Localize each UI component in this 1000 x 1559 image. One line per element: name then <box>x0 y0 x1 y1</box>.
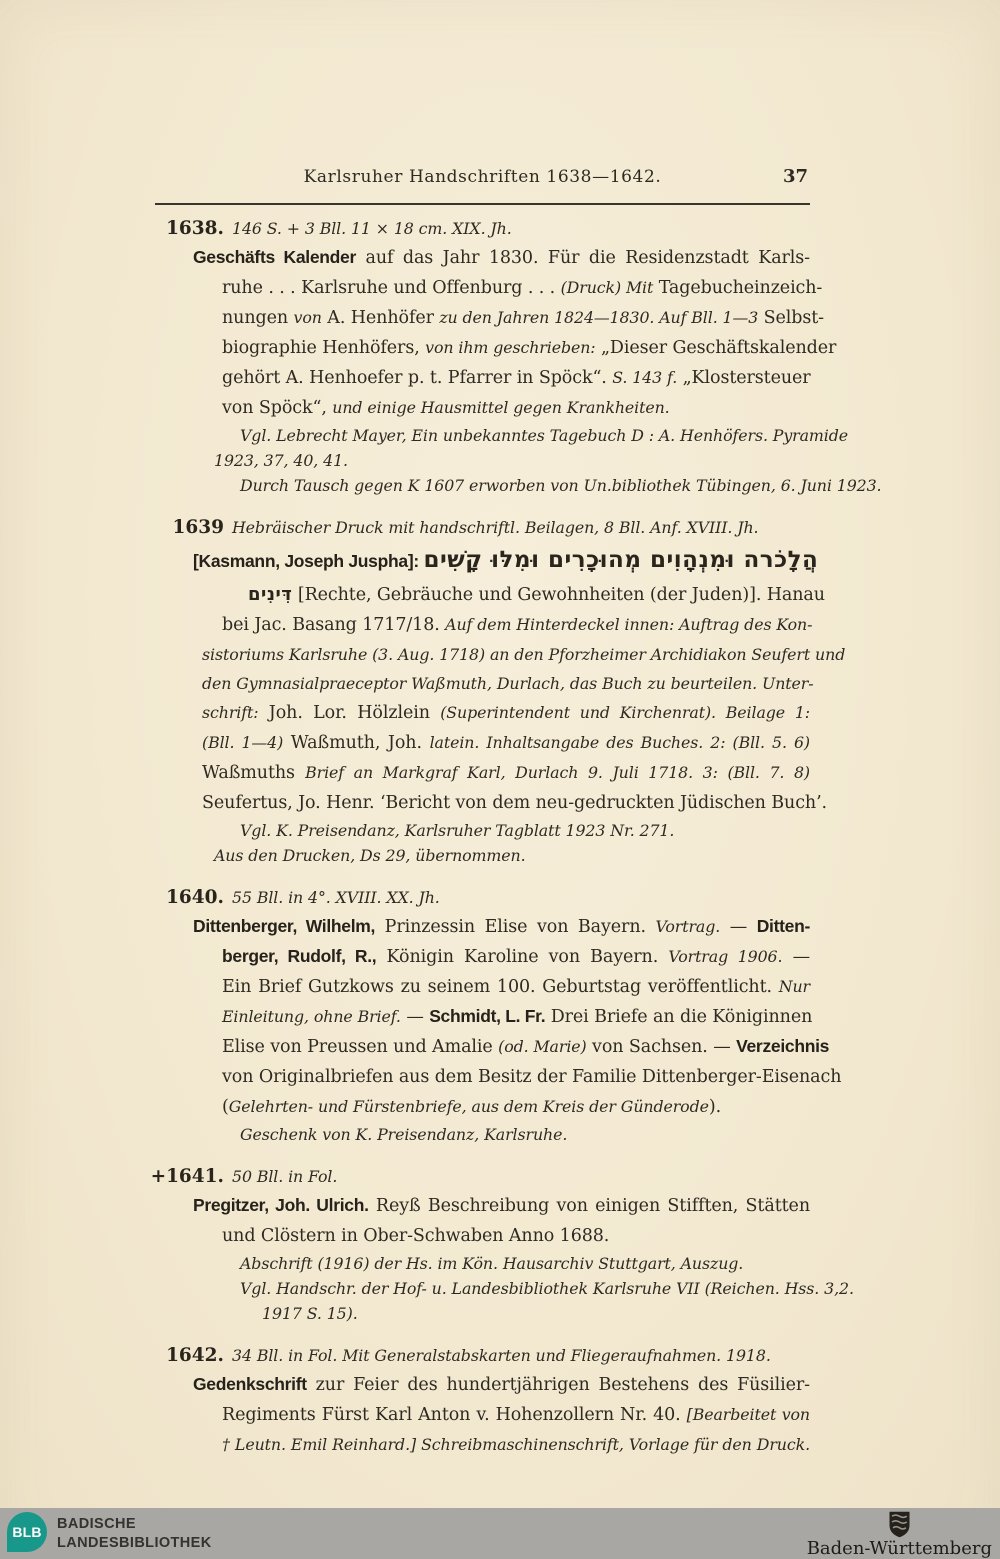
blb-logo-text: BLB <box>12 1524 42 1540</box>
text-segment: von Sachsen. — <box>586 1037 737 1057</box>
text-segment: Waßmuth, Joh. <box>283 733 430 753</box>
entry-line <box>222 1062 842 1092</box>
entry-line <box>202 788 828 818</box>
text-segment: Seufertus, Jo. Henr. ‘Bericht von dem neu-gedruckten Jüdischen Buch’. <box>202 793 828 813</box>
library-name-line1: BADISCHE <box>57 1516 136 1532</box>
text-segment: berger, Rudolf, R., <box>222 946 377 966</box>
text-segment: — <box>720 917 757 937</box>
entry-line <box>202 758 810 788</box>
entry-number: 1638. <box>166 218 224 239</box>
text-segment: Vgl. Handschr. der Hof- u. Landesbibliothek Karlsruhe VII (Reichen. Hss. 3,2. <box>240 1279 854 1298</box>
text-segment: — <box>782 947 810 967</box>
text-segment: von Originalbriefen aus dem Besitz der Familie Dittenberger-Eisenach <box>222 1067 842 1087</box>
text-segment: Ein Brief Gutzkows zu seinem 100. Geburtstag veröffentlicht. <box>222 977 779 997</box>
entry-line <box>232 883 810 912</box>
entry-number: +1641. <box>150 1166 224 1187</box>
hebrew-text: דִּינִים <box>248 584 293 605</box>
entry-line <box>240 423 849 448</box>
text-segment: Vgl. K. Preisendanz, Karlsruher Tagblatt 1923 Nr. 271. <box>240 821 675 840</box>
text-segment: Abschrift (1916) der Hs. im Kön. Hausarchiv Stuttgart, Auszug. <box>240 1254 744 1273</box>
entry-number: 1640. <box>166 887 224 908</box>
text-segment: Hebräischer Druck mit handschriftl. Beilagen, 8 Bll. Anf. XVIII. Jh. <box>232 518 759 537</box>
entry-line <box>202 698 810 728</box>
library-name <box>57 1515 212 1553</box>
state-name: Baden-Württemberg <box>806 1538 992 1559</box>
library-name-line2: LANDESBIBLIOTHEK <box>57 1535 212 1551</box>
text-segment: auf das Jahr 1830. Für die Residenzstadt Karls- <box>356 248 810 268</box>
entry-line <box>240 1122 810 1147</box>
text-segment: Tagebucheinzeich- <box>653 278 823 298</box>
catalog-entry <box>0 1162 1000 1326</box>
entry-line <box>240 818 810 843</box>
page-number: 37 <box>782 166 808 187</box>
text-segment: Durch Tausch gegen K 1607 erworben von Un.bibliothek Tübingen, 6. Juni 1923. <box>240 476 882 495</box>
text-segment: „Klostersteuer <box>677 368 811 388</box>
entry-line <box>214 843 810 868</box>
text-segment: [Rechte, Gebräuche und Gewohnheiten (der Juden)]. Hanau <box>292 585 825 605</box>
text-segment: (Druck) Mit <box>560 278 654 297</box>
entry-line <box>232 214 810 243</box>
blb-logo <box>7 1512 47 1552</box>
entry-line <box>232 513 810 542</box>
entry-line <box>222 1400 810 1430</box>
catalog-entry <box>0 883 1000 1147</box>
text-segment: biographie Henhöfers, <box>222 338 426 358</box>
entry-line <box>193 542 819 580</box>
entry-line <box>202 640 846 669</box>
text-segment: 50 Bll. in Fol. <box>232 1167 338 1186</box>
text-segment: Elise von Preussen und Amalie <box>222 1037 499 1057</box>
text-segment: Drei Briefe an die Königinnen <box>545 1007 813 1027</box>
text-segment: ruhe . . . Karlsruhe und Offenburg . . . <box>222 278 561 298</box>
text-segment: 1923, 37, 40, 41. <box>214 451 348 470</box>
entry-line <box>222 942 810 972</box>
entry-number: 1639 <box>172 517 224 538</box>
entry-line <box>222 363 810 393</box>
text-segment: Schmidt, L. Fr. <box>429 1006 546 1026</box>
text-segment: Selbst- <box>758 308 824 328</box>
text-segment: von ihm geschrieben: <box>425 338 596 357</box>
text-segment: ( <box>222 1097 229 1117</box>
text-segment: A. Henhöfer <box>321 308 440 328</box>
text-segment: † Leutn. Emil Reinhard.] Schreibmaschinenschrift, Vorlage für den Druck. <box>222 1435 810 1454</box>
text-segment: Vortrag. <box>655 917 721 936</box>
header-rule <box>155 203 810 205</box>
entry-line <box>222 273 823 303</box>
text-segment: von <box>293 308 322 327</box>
catalog-entries <box>0 214 1000 1474</box>
text-segment: 146 S. + 3 Bll. 11 × 18 cm. XIX. Jh. <box>232 219 512 238</box>
text-segment: (Bll. 1—4) <box>202 733 284 752</box>
catalog-entry <box>0 513 1000 868</box>
text-segment: Ditten- <box>756 916 811 936</box>
text-segment: Aus den Drucken, Ds 29, übernommen. <box>214 846 526 865</box>
text-segment: Waßmuths <box>202 763 306 783</box>
text-segment: S. 143 f. <box>612 368 678 387</box>
text-segment: Vgl. Lebrecht Mayer, Ein unbekanntes Tagebuch D : A. Henhöfers. Pyramide <box>240 426 849 445</box>
entry-line <box>202 669 814 698</box>
text-segment: Regiments Fürst Karl Anton v. Hohenzollern Nr. 40. <box>222 1405 687 1425</box>
text-segment: schrift: <box>202 703 259 722</box>
text-segment: nungen <box>222 308 294 328</box>
text-segment: und einige Hausmittel gegen Krankheiten. <box>332 398 670 417</box>
entry-line <box>222 1002 813 1032</box>
text-segment: und Clöstern in Ober-Schwaben Anno 1688. <box>222 1226 610 1246</box>
text-segment: Nur <box>778 977 810 996</box>
entry-line <box>222 610 813 640</box>
text-segment: Geschenk von K. Preisendanz, Karlsruhe. <box>240 1125 568 1144</box>
entry-line <box>222 333 837 363</box>
text-segment: Vortrag 1906. <box>668 947 783 966</box>
text-segment: [Bearbeitet von <box>686 1405 810 1424</box>
entry-line <box>222 1221 810 1251</box>
text-segment: Gelehrten- und Fürstenbriefe, aus dem Kreis der Günderode <box>228 1097 709 1116</box>
text-segment: sistoriums Karlsruhe (3. Aug. 1718) an den Pforzheimer Archidiakon Seufert und <box>202 645 846 664</box>
entry-line <box>193 912 810 942</box>
entry-line <box>240 473 882 498</box>
state-credit <box>807 1508 992 1559</box>
running-title: Karlsruher Handschriften 1638—1642. <box>303 167 662 187</box>
catalog-entry <box>0 214 1000 498</box>
entry-line <box>222 1032 830 1062</box>
entry-line <box>214 448 810 473</box>
entry-line <box>193 1191 810 1221</box>
entry-line <box>222 972 810 1002</box>
text-segment: Gedenkschrift <box>193 1374 307 1394</box>
entry-line <box>232 1341 810 1370</box>
text-segment: Königin Karoline von Bayern. <box>376 947 669 967</box>
text-segment: 55 Bll. in 4°. XVIII. XX. Jh. <box>232 888 440 907</box>
text-segment: latein. Inhaltsangabe des Buches. 2: (Bll. 5. 6) <box>429 733 810 752</box>
baden-wuerttemberg-coat-of-arms <box>888 1511 911 1538</box>
text-segment: zur Feier des hundertjährigen Bestehens des Füsilier- <box>306 1375 810 1395</box>
text-segment: zu den Jahren 1824—1830. Auf Bll. 1—3 <box>439 308 759 327</box>
text-segment: Brief an Markgraf Karl, Durlach 9. Juli 1718. 3: (Bll. 7. 8) <box>305 763 810 782</box>
text-segment: bei Jac. Basang 1717/18. <box>222 615 446 635</box>
entry-line <box>202 728 810 758</box>
footer-bar <box>0 1508 1000 1559</box>
text-segment: Pregitzer, Joh. Ulrich. <box>193 1195 369 1215</box>
text-segment: — <box>400 1007 430 1027</box>
entry-line <box>248 580 825 610</box>
text-segment: Einleitung, ohne Brief. <box>222 1007 401 1026</box>
text-segment: (od. Marie) <box>498 1037 587 1056</box>
entry-line <box>222 303 824 333</box>
text-segment: ). <box>708 1097 722 1117</box>
entry-line <box>222 393 810 423</box>
text-segment: Geschäfts Kalender <box>193 247 356 267</box>
text-segment: 34 Bll. in Fol. Mit Generalstabskarten und Fliegeraufnahmen. 1918. <box>232 1346 771 1365</box>
entry-line <box>193 1370 810 1400</box>
entry-line <box>240 1251 810 1276</box>
text-segment: Verzeichnis <box>736 1036 830 1056</box>
entry-line <box>222 1430 810 1459</box>
text-segment: Dittenberger, Wilhelm, <box>193 916 376 936</box>
text-segment: den Gymnasialpraeceptor Waßmuth, Durlach, das Buch zu beurteilen. Unter- <box>202 674 814 693</box>
text-segment: Reyß Beschreibung von einigen Stifften, Stätten <box>368 1196 810 1216</box>
text-segment: (Superintendent und Kirchenrat). Beilage 1: <box>440 703 811 722</box>
entry-line <box>240 1276 854 1301</box>
text-segment: Auf dem Hinterdeckel innen: Auftrag des Kon- <box>445 615 813 634</box>
text-segment: [Kasmann, Joseph Juspha]: <box>193 551 424 571</box>
entry-line <box>262 1301 810 1326</box>
catalog-entry <box>0 1341 1000 1459</box>
text-segment: Prinzessin Elise von Bayern. <box>375 917 656 937</box>
entry-line <box>222 1092 810 1122</box>
text-segment: von Spöck“, <box>222 398 333 418</box>
text-segment: „Dieser Geschäftskalender <box>595 338 837 358</box>
entry-line <box>232 1162 810 1191</box>
hebrew-text: הֲלָכֹרה וּמִנְהָוִים מְהוּכָרִים וּמִלּוּ קָשִׁים <box>423 547 819 573</box>
text-segment: 1917 S. 15). <box>262 1304 358 1323</box>
entry-number: 1642. <box>166 1345 224 1366</box>
entry-line <box>193 243 810 273</box>
text-segment: Joh. Lor. Hölzlein <box>258 703 441 723</box>
text-segment: gehört A. Henhoefer p. t. Pfarrer in Spöck“. <box>222 368 613 388</box>
